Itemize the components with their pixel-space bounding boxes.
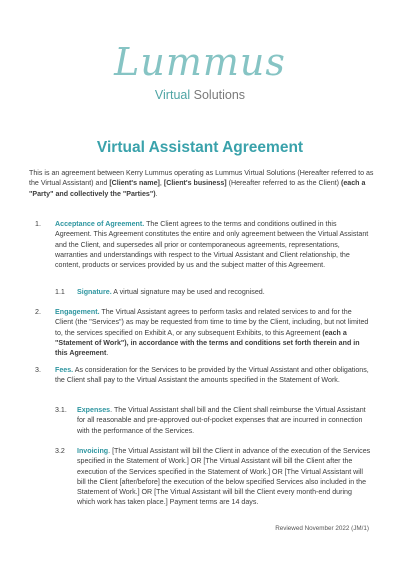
section-number: 1.1 — [55, 288, 65, 296]
section-fees — [55, 365, 371, 386]
document-title: Virtual Assistant Agreement — [96, 139, 304, 156]
company-logo — [0, 42, 400, 102]
section-heading: Fees. — [55, 366, 74, 374]
section-number: 3.1. — [55, 406, 67, 414]
section-signature — [77, 287, 371, 297]
intro-parties: (each a "Party" and collectively the "Parties") — [29, 179, 366, 198]
section-heading: Expenses — [77, 406, 111, 414]
section-number: 3. — [35, 366, 41, 374]
section-heading: Engagement. — [55, 308, 100, 316]
logo-script: Lummus — [114, 40, 286, 84]
section-body: A virtual signature may be used and recognised. — [111, 288, 265, 296]
intro-text-4: . — [155, 189, 158, 198]
section-body: The Virtual Assistant agrees to perform tasks and related services to and for the Client (the "Services") as may be requested from time to time by the Client, including, but not limited to, the services specified on Exhibit A, or any subsequent Exhibits, to this Agreement — [55, 308, 369, 337]
section-body: . The Virtual Assistant shall bill and the Client shall reimburse the Virtual Assistant for all reasonable and pre-approved out-of-pocket expenses that are incurred in connection with the performance of the Services. — [77, 406, 366, 435]
intro-text-1: This is an agreement between Kerry Lummus operating as Lummus Virtual Solutions (Hereafter referred to as the Virtual Assistant) and — [29, 169, 374, 188]
section-acceptance — [55, 219, 371, 270]
logo-subtitle — [0, 88, 400, 102]
intro-paragraph — [29, 168, 374, 199]
section-engagement — [55, 307, 371, 358]
section-heading: Signature. — [77, 288, 112, 296]
section-number: 2. — [35, 308, 41, 316]
section-heading: Invoicing — [77, 447, 109, 455]
section-invoicing — [77, 446, 371, 508]
intro-client-business: [Client's business] — [163, 179, 227, 188]
section-body: As consideration for the Services to be provided by the Virtual Assistant and other obligations, the Client shall pay to the Virtual Assistant the amounts specified in the Statement of Work. — [55, 366, 369, 385]
logo-subtitle-virtual: Virtual — [154, 88, 191, 102]
footer-review-note: Reviewed November 2022 (JM/1) — [275, 525, 369, 532]
section-body: The Client agrees to the terms and conditions outlined in this Agreement. This Agreement constitutes the entire and only agreement between the Virtual Assistant and the Client, and supersedes all prior or contemporaneous agreements, representations, warranties and understandings with respect to the Virtual Assistant and Client relationship, the content, products or services provided by us and the subject matter of this Agreement. — [55, 220, 369, 270]
section-body-bold: (each a "Statement of Work"), in accordance with the terms and conditions set forth therein and in this Agreement — [55, 328, 360, 358]
section-heading: Acceptance of Agreement. — [55, 220, 145, 228]
section-body: . [The Virtual Assistant will bill the Client in advance of the execution of the Services specified in the Statement of Work.] OR [The Virtual Assistant will bill the Client after the execution of the Services specified in the Statement of Work.] OR [The Virtual Assistant will bill the Client [after/before] the execution of the below specified Services also included in the Statement of Work.] OR [The Virtual Assistant will bill the Client every month-end during which work has taken place.] Payment terms are 14 days. — [77, 447, 371, 507]
section-expenses — [77, 405, 371, 436]
section-number: 3.2 — [55, 447, 65, 455]
intro-text-3: (Hereafter referred to as the Client) — [226, 179, 341, 188]
section-number: 1. — [35, 220, 41, 228]
section-body-tail: . — [106, 349, 109, 358]
logo-subtitle-solutions: Solutions — [193, 88, 246, 102]
intro-client-name: [Client's name] — [109, 179, 160, 188]
intro-text-2: , — [159, 179, 164, 188]
